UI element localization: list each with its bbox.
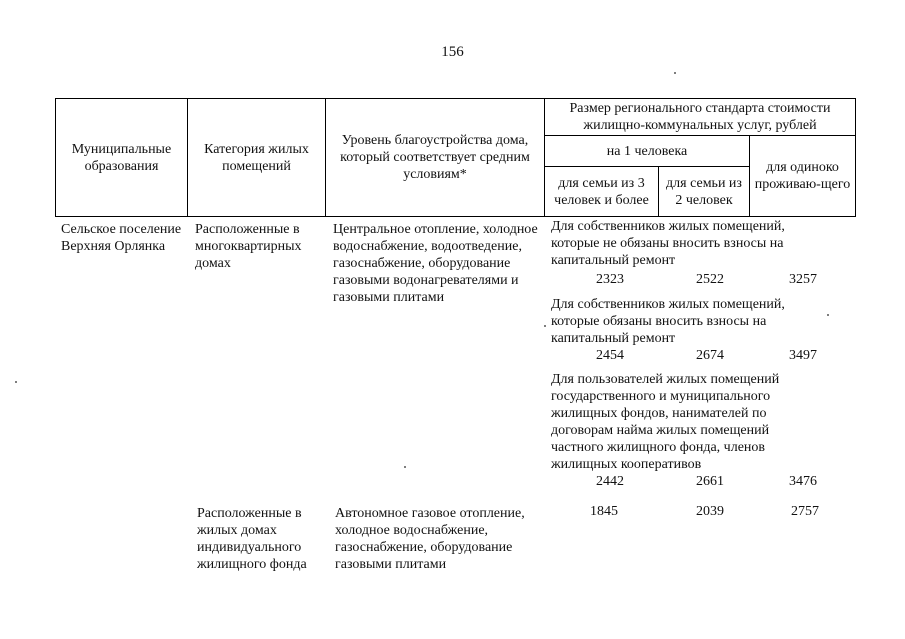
group3-family3: 2442 [596, 474, 624, 489]
header-family3: для семьи из 3 человек и более [545, 167, 659, 217]
group3-single: 3476 [789, 474, 817, 489]
group2-family3: 2454 [596, 348, 624, 363]
header-per-person: на 1 человека [545, 136, 750, 167]
scan-speck [15, 381, 17, 383]
page-number: 156 [441, 44, 464, 60]
group3-label: Для пользователей жилых помещений государственного и муниципального жилищных фондов, нанимателей по договорам найма жилых помещений частного жилищного фонда, членов жилищных кооперативов [551, 372, 780, 472]
level-apartment: Центральное отопление, холодное водоснабжение, водоотведение, газоснабжение, оборудование газовыми водонагревателями и газовыми плитами [333, 222, 538, 305]
group1-single: 3257 [789, 272, 817, 287]
group2-single: 3497 [789, 348, 817, 363]
header-single: для одиноко проживаю-щего [750, 136, 856, 217]
header-table [55, 98, 856, 217]
group3-family2: 2661 [696, 474, 724, 489]
header-family2: для семьи из 2 человек [659, 167, 750, 217]
municipality-name: Сельское поселение Верхняя Орлянка [61, 222, 182, 254]
scan-speck [404, 466, 406, 468]
group2-family2: 2674 [696, 348, 724, 363]
scan-speck [674, 72, 676, 74]
category-apartment: Расположенные в многоквартирных домах [195, 222, 302, 271]
group2-label: Для собственников жилых помещений, которые обязаны вносить взносы на капитальный ремонт [551, 297, 785, 346]
scan-speck [827, 314, 829, 316]
header-level: Уровень благоустройства дома, который соответствует средним условиям* [326, 99, 545, 217]
header-municipality: Муниципальные образования [56, 99, 188, 217]
group4-single: 2757 [791, 504, 819, 519]
category-individual: Расположенные в жилых домах индивидуального жилищного фонда [197, 506, 307, 572]
group4-family3: 1845 [590, 504, 618, 519]
scan-speck [544, 325, 546, 327]
group1-family2: 2522 [696, 272, 724, 287]
group4-family2: 2039 [696, 504, 724, 519]
group1-family3: 2323 [596, 272, 624, 287]
level-individual: Автономное газовое отопление, холодное водоснабжение, газоснабжение, оборудование газовыми плитами [335, 506, 525, 572]
header-size: Размер регионального стандарта стоимости жилищно-коммунальных услуг, рублей [545, 99, 856, 136]
header-category: Категория жилых помещений [188, 99, 326, 217]
group1-label: Для собственников жилых помещений, которые не обязаны вносить взносы на капитальный ремонт [551, 219, 785, 268]
